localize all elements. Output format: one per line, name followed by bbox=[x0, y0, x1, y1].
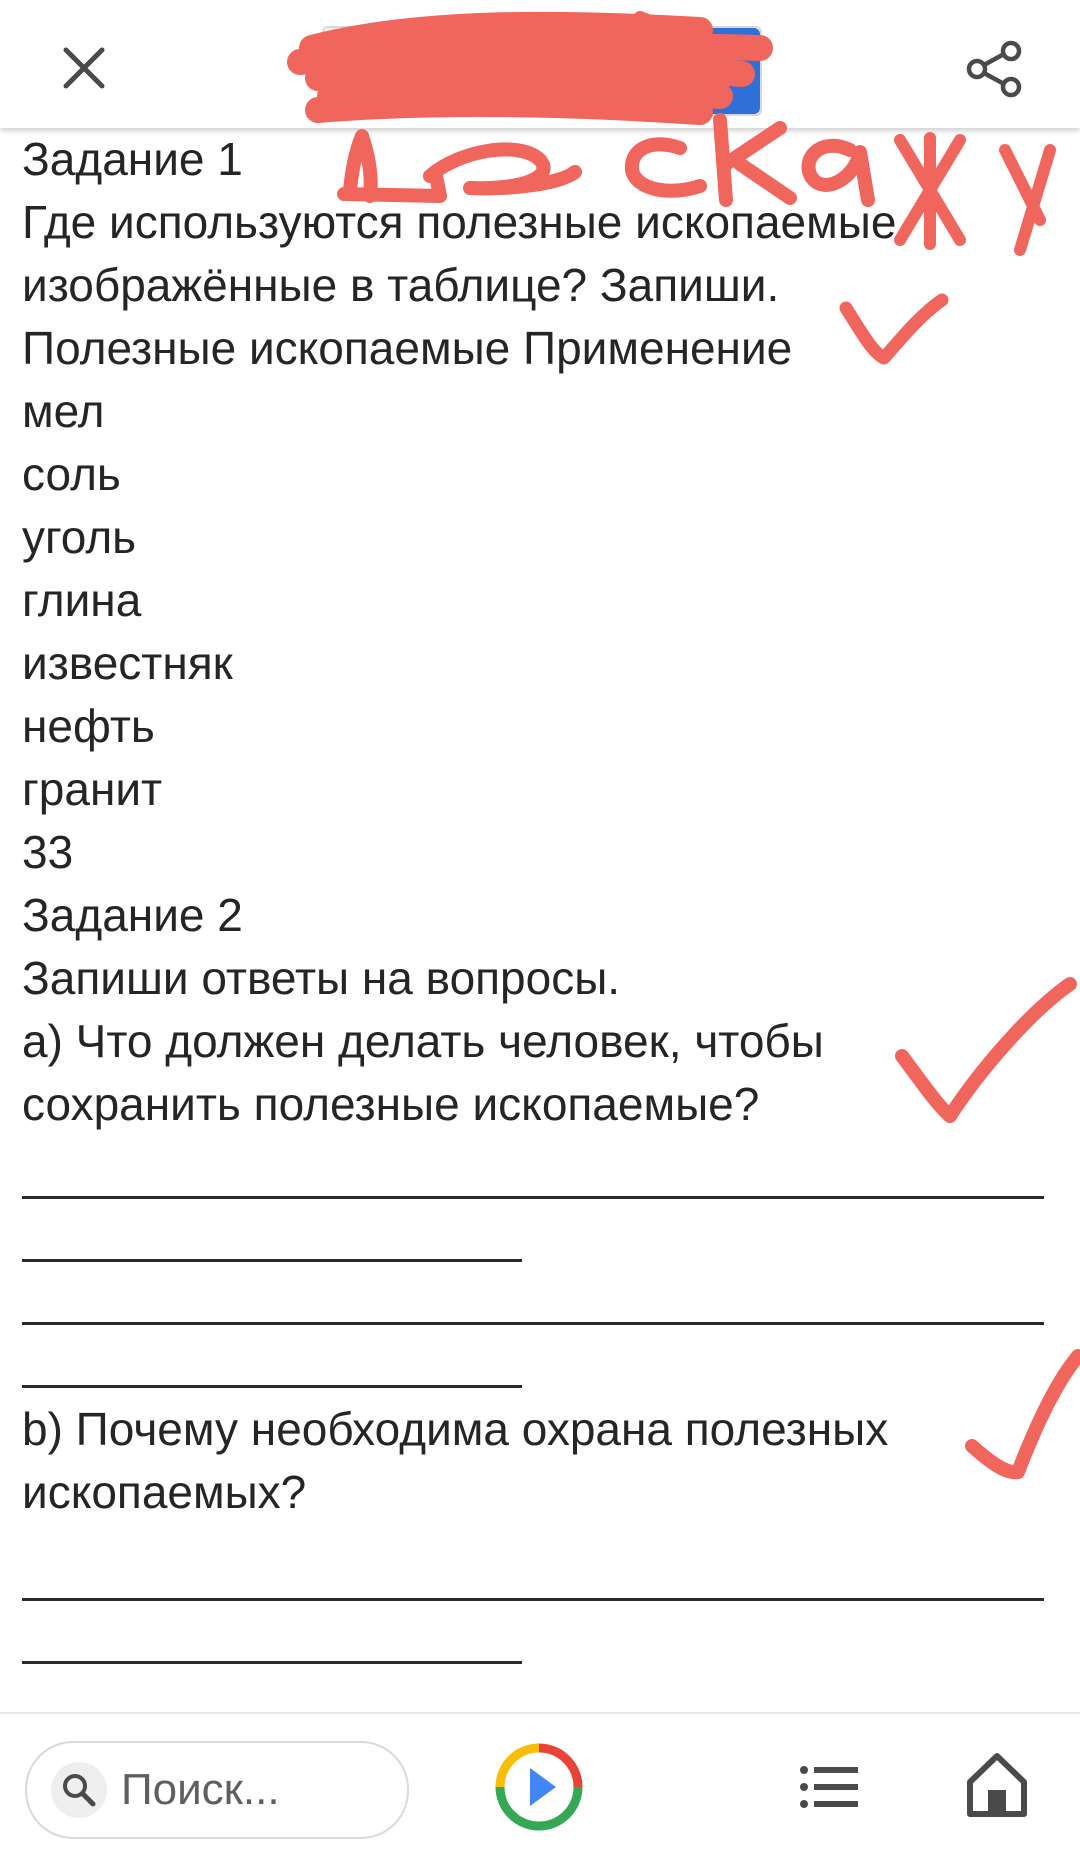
answer-line bbox=[22, 1548, 1044, 1611]
task1-question-line1: Где используются полезные ископаемые, bbox=[22, 196, 910, 248]
answer-line bbox=[22, 1335, 522, 1398]
share-icon bbox=[965, 39, 1025, 99]
question-b-line2: ископаемых? bbox=[22, 1466, 307, 1518]
question-a-line2: сохранить полезные ископаемые? bbox=[22, 1078, 760, 1130]
task2-instruction: Запиши ответы на вопросы. bbox=[22, 952, 621, 1004]
play-button[interactable] bbox=[494, 1742, 584, 1832]
close-icon bbox=[62, 46, 106, 90]
play-icon bbox=[494, 1742, 584, 1832]
mineral-item: гранит bbox=[22, 763, 163, 815]
task1-title: Задание 1 bbox=[22, 133, 243, 185]
page-number: 33 bbox=[22, 826, 74, 878]
search-placeholder: Поиск... bbox=[121, 1765, 280, 1814]
bottom-bar bbox=[0, 1712, 1080, 1860]
task1-question-line2: изображённые в таблице? Запиши. bbox=[22, 259, 780, 311]
answer-line bbox=[22, 1674, 1044, 1712]
list-icon bbox=[798, 1756, 860, 1818]
mineral-item: глина bbox=[22, 574, 142, 626]
mineral-item: нефть bbox=[22, 700, 155, 752]
search-icon bbox=[51, 1762, 107, 1818]
mineral-item: известняк bbox=[22, 637, 233, 689]
mineral-item: уголь bbox=[22, 511, 137, 563]
answer-line bbox=[22, 1209, 522, 1272]
url-bar[interactable] bbox=[322, 26, 762, 116]
top-bar bbox=[0, 0, 1080, 128]
document-content bbox=[22, 128, 1062, 1712]
share-button[interactable] bbox=[962, 36, 1028, 102]
url-bar-highlight bbox=[545, 28, 760, 114]
home-icon bbox=[966, 1750, 1028, 1820]
list-button[interactable] bbox=[798, 1756, 860, 1818]
question-b-line1: b) Почему необходима охрана полезных bbox=[22, 1403, 889, 1455]
mineral-item: мел bbox=[22, 385, 105, 437]
mineral-item: соль bbox=[22, 448, 121, 500]
answer-line bbox=[22, 1146, 1044, 1209]
answer-line bbox=[22, 1611, 522, 1674]
search-input[interactable] bbox=[25, 1741, 409, 1839]
task2-title: Задание 2 bbox=[22, 889, 243, 941]
question-a-line1: а) Что должен делать человек, чтобы bbox=[22, 1015, 824, 1067]
table-header: Полезные ископаемые Применение bbox=[22, 322, 793, 374]
answer-line bbox=[22, 1272, 1044, 1335]
home-button[interactable] bbox=[966, 1750, 1028, 1820]
close-button[interactable] bbox=[52, 36, 116, 100]
